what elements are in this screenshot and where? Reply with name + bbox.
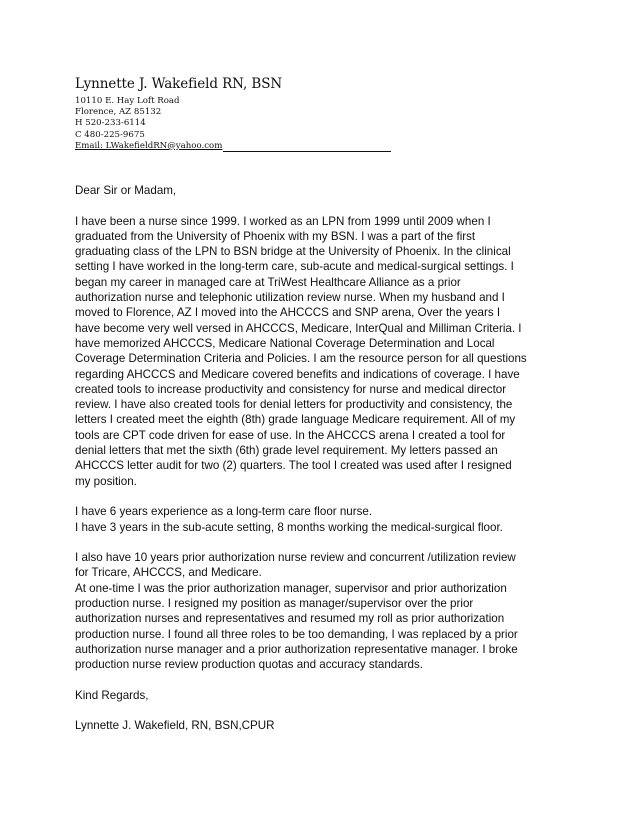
text-line: I have 3 years in the sub-acute setting, 8 months working the medical-surgical floor. <box>75 520 503 534</box>
text-line: authorization nurse and telephonic utilization review nurse. When my husband and I <box>75 291 505 305</box>
letterhead-cell-phone: C 480-225-9675 <box>75 129 145 140</box>
text-line: for Tricare, AHCCCS, and Medicare. <box>75 566 262 580</box>
salutation: Dear Sir or Madam, <box>75 184 177 197</box>
text-line: review. I have also created tools for denial letters for productivity and consistency, the <box>75 398 513 412</box>
text-line: authorization nurses and representatives and resumed my roll as prior authorization <box>75 612 505 626</box>
text-line: moved to Florence, AZ I moved into the AHCCCS and SNP arena, Over the years I <box>75 306 501 320</box>
paragraph-1 <box>75 214 575 489</box>
text-line: have become very well versed in AHCCCS, Medicare, InterQual and Milliman Criteria. I <box>75 321 522 335</box>
closing: Kind Regards, <box>75 688 149 702</box>
letterhead-name: Lynnette J. Wakefield RN, BSN <box>75 76 283 92</box>
letterhead <box>75 76 395 152</box>
letterhead-address: 10110 E. Hay Loft Road <box>75 96 180 106</box>
text-line: letters I created meet the eighth (8th) grade language Medicare requirement. All of my <box>75 413 516 427</box>
text-line: I also have 10 years prior authorization nurse review and concurrent /utilization review <box>75 551 516 565</box>
letterhead-email[interactable]: Email: LWakefieldRN@yahoo.com <box>75 140 223 151</box>
text-line: production nurse. I found all three roles to be too demanding, I was replaced by a prior <box>75 627 518 641</box>
text-line: authorization nurse manager and a prior authorization representative manager. I broke <box>75 642 518 656</box>
text-line: I have been a nurse since 1999. I worked as an LPN from 1999 until 2009 when I <box>75 214 491 228</box>
text-line: setting I have worked in the long-term care, sub-acute and medical-surgical settings. I <box>75 260 514 274</box>
paragraph-3 <box>75 550 575 672</box>
text-line: began my career in managed care at TriWest Healthcare Alliance as a prior <box>75 275 461 289</box>
letter-body <box>75 183 575 734</box>
letterhead-rule <box>223 142 391 152</box>
text-line: have memorized AHCCCS, Medicare National Coverage Determination and Local <box>75 336 495 350</box>
text-line: my position. <box>75 474 137 488</box>
text-line: At one-time I was the prior authorization manager, supervisor and prior authorization <box>75 581 507 595</box>
text-line: I have 6 years experience as a long-term care floor nurse. <box>75 505 373 519</box>
letterhead-home-phone: H 520-233-6114 <box>75 118 146 129</box>
paragraph-2 <box>75 504 575 535</box>
text-line: denial letters that met the sixth (6th) grade level requirement. My letters passed an <box>75 444 498 458</box>
text-line: graduated from the University of Phoenix with my BSN. I was a part of the first <box>75 229 476 243</box>
text-line: production nurse. I resigned my position as manager/supervisor over the prior <box>75 597 474 611</box>
letterhead-email-row <box>75 141 391 152</box>
signature: Lynnette J. Wakefield, RN, BSN,CPUR <box>75 719 275 733</box>
text-line: production nurse review production quotas and accuracy standards. <box>75 658 424 672</box>
text-line: AHCCCS letter audit for two (2) quarters. The tool I created was used after I resigned <box>75 459 512 473</box>
text-line: created tools to increase productivity and consistency for nurse and medical director <box>75 382 507 396</box>
text-line: tools are CPT code driven for ease of use. In the AHCCCS arena I created a tool for <box>75 428 506 442</box>
text-line: graduating class of the LPN to BSN bridge at the University of Phoenix. In the clinical <box>75 245 511 259</box>
text-line: regarding AHCCCS and Medicare covered benefits and indications of coverage. I have <box>75 367 520 381</box>
text-line: Coverage Determination Criteria and Policies. I am the resource person for all questions <box>75 352 527 366</box>
letterhead-city: Florence, AZ 85132 <box>75 107 162 118</box>
